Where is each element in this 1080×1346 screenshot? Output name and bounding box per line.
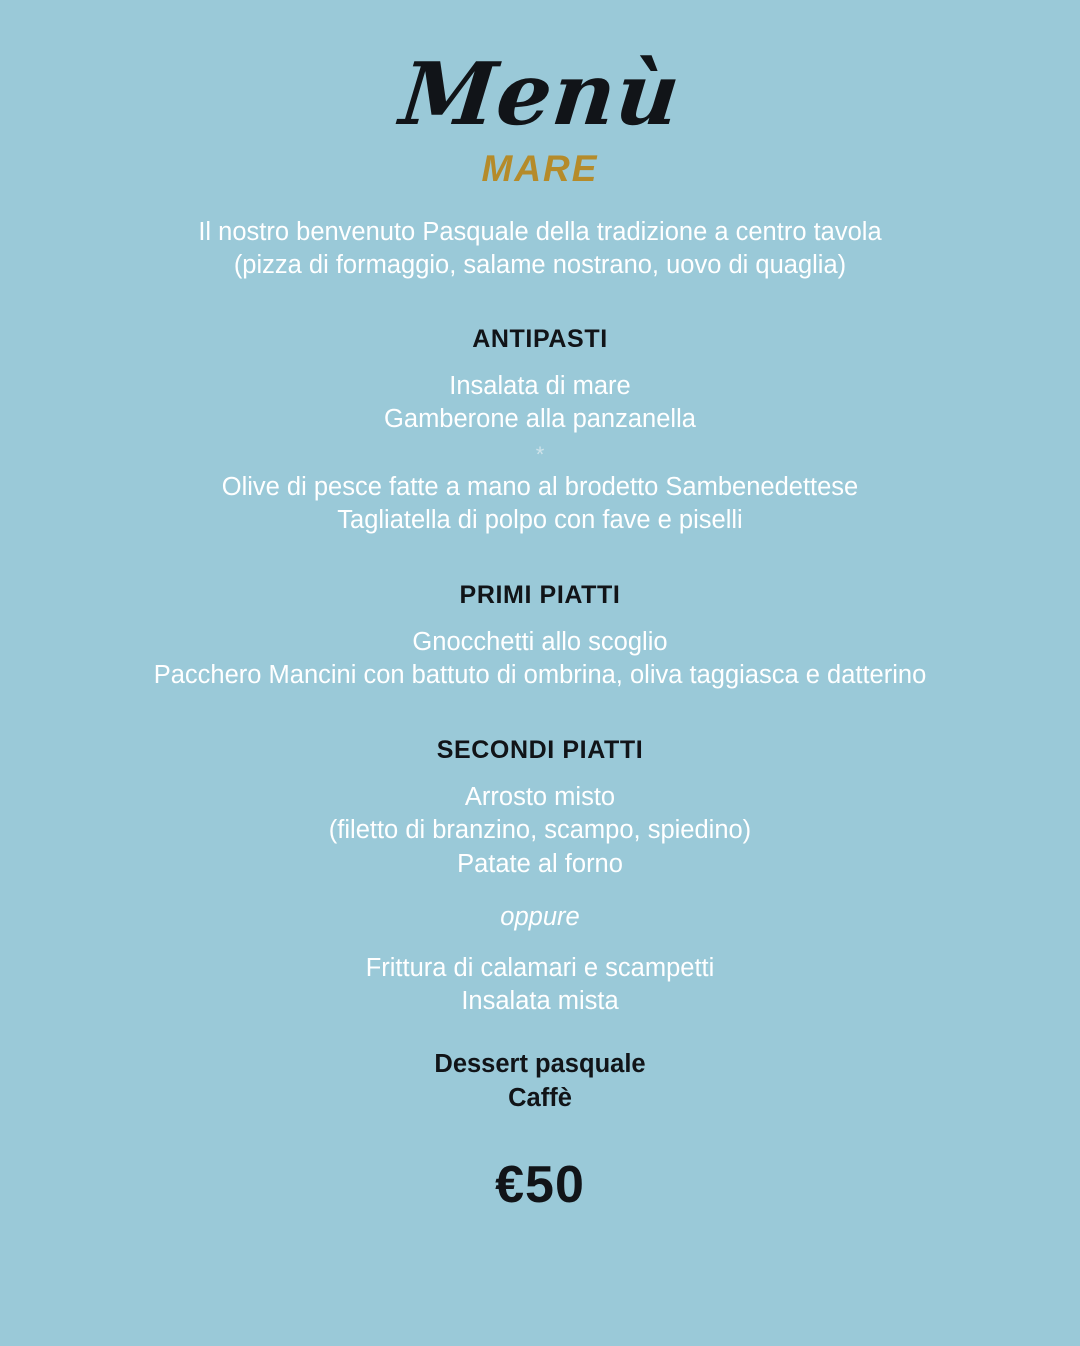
option-divider-oppure: oppure [500, 902, 580, 931]
antipasti-items-after [40, 471, 1040, 537]
list-item: Frittura di calamari e scampetti [365, 953, 715, 982]
dessert-label: Dessert pasquale [434, 1049, 646, 1078]
list-item: Gamberone alla panzanella [384, 405, 696, 434]
list-item: (filetto di branzino, scampo, spiedino) [328, 816, 752, 845]
primi-items [40, 626, 1040, 692]
section-antipasti [40, 325, 1040, 537]
separator-asterisk: * [535, 441, 545, 467]
menu-title: Menù [395, 44, 685, 145]
list-item: Gnocchetti allo scoglio [412, 628, 668, 656]
welcome-line-1: Il nostro benvenuto Pasquale della tradizione a centro tavola [198, 218, 882, 246]
section-title-antipasti: ANTIPASTI [472, 325, 608, 354]
section-primi-piatti [40, 581, 1040, 692]
welcome-line-2: (pizza di formaggio, salame nostrano, uovo di quaglia) [233, 250, 847, 279]
list-item: Insalata mista [461, 986, 619, 1015]
closing-block [40, 1048, 1040, 1115]
list-item: Olive di pesce fatte a mano al brodetto Sambenedettese [221, 472, 859, 501]
list-item: Arrosto misto [464, 783, 616, 812]
list-item: Insalata di mare [449, 372, 631, 401]
section-title-primi-piatti: PRIMI PIATTI [459, 581, 621, 609]
menu-subtitle: MARE [481, 148, 599, 189]
welcome-block [198, 216, 881, 281]
list-item: Patate al forno [457, 849, 623, 878]
list-item: Pacchero Mancini con battuto di ombrina, oliva taggiasca e datterino [153, 661, 927, 690]
section-secondi-piatti [40, 736, 1040, 1018]
section-title-secondi-piatti: SECONDI PIATTI [436, 736, 644, 765]
menu-price: €50 [495, 1156, 585, 1215]
coffee-label: Caffè [508, 1083, 572, 1112]
antipasti-items-before [40, 370, 1040, 436]
secondi-option-a [40, 781, 1040, 880]
list-item: Tagliatella di polpo con fave e piselli [337, 505, 743, 534]
secondi-option-b [40, 952, 1040, 1018]
